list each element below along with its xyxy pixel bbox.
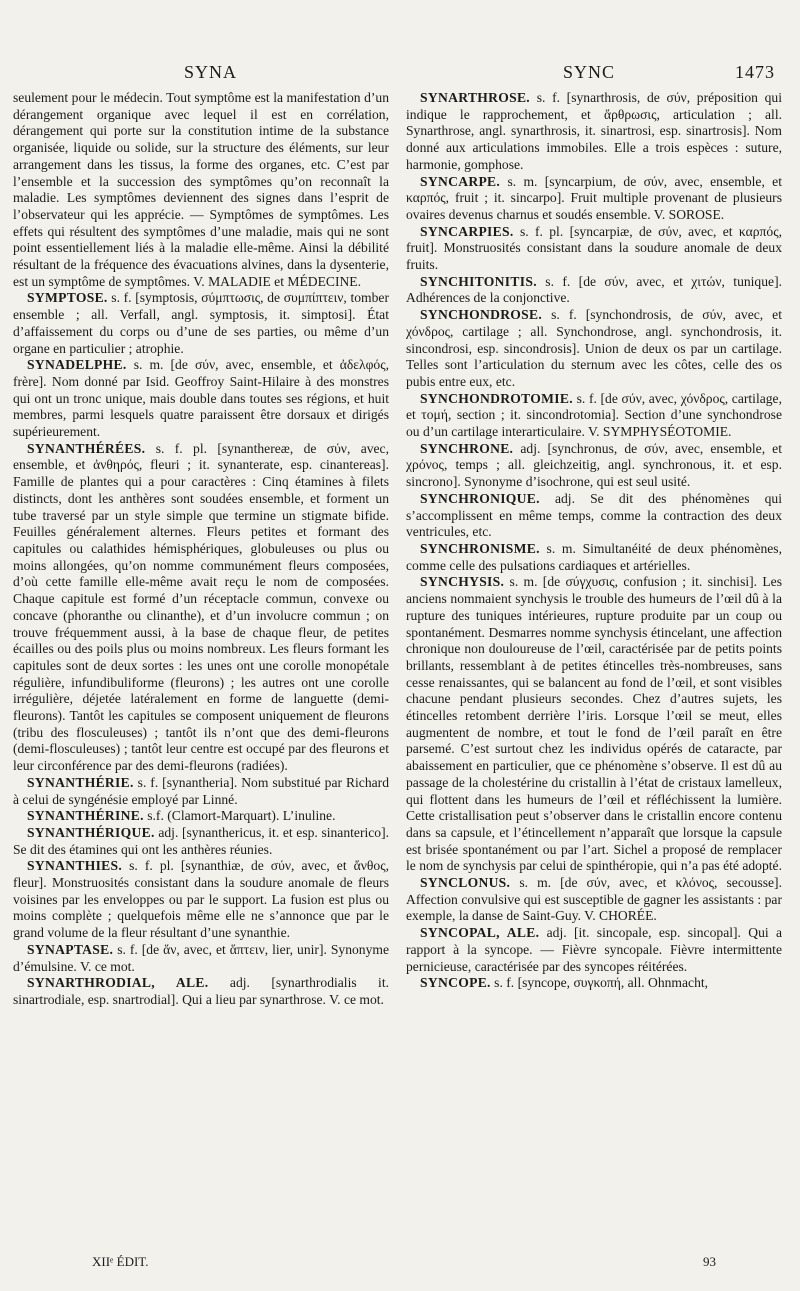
entry-headword: SYNCHONDROTOMIE. xyxy=(420,390,573,406)
dictionary-entry xyxy=(13,441,389,775)
entry-text: adj. Se dit des phénomènes qui s’accomplissent en même temps, comme la contraction des deux ventricules, etc. xyxy=(406,490,782,540)
entry-headword: SYNCHYSIS. xyxy=(420,574,505,590)
entry-headword: SYNCHRONIQUE. xyxy=(420,490,540,506)
entry-text: s. m. Simultanéité de deux phénomènes, comme celle des pulsations cardiaques et artérielles. xyxy=(406,540,782,573)
dictionary-entry xyxy=(13,808,389,825)
entry-headword: SYNCLONUS. xyxy=(420,875,511,891)
dictionary-entry xyxy=(406,574,782,875)
entry-text: s. f. [symptosis, σύμπτωσις, de συμπίπτειν, tomber ensemble ; all. Verfall, angl. symptosis, it. simptosi]. État d’affaissement du corps ou d’une de ses parties, ou même d’un organe en particulier ; atrophie. xyxy=(13,290,389,356)
left-column xyxy=(13,90,389,1250)
edition-note: XIIᵉ ÉDIT. xyxy=(92,1254,149,1269)
dictionary-entry xyxy=(406,274,782,307)
entry-headword: SYNADELPHE. xyxy=(27,357,127,373)
entry-headword: SYNANTHÉRIE. xyxy=(27,774,134,790)
entry-text: s. f. pl. [syncarpiæ, de σύν, avec, et καρπός, fruit]. Monstruosités consistant dans la soudure anomale de deux fruits. xyxy=(406,223,782,273)
entry-headword: SYNCHITONITIS. xyxy=(420,273,537,289)
running-head-right: SYNC xyxy=(563,62,616,82)
dictionary-entry xyxy=(406,491,782,541)
entry-text: seulement pour le médecin. Tout symptôme est la manifestation d’un dérangement organique avec lequel il est en corrélation, dérangement qui porte sur la constitution intime de la substance organisée, liquide ou solide, sur la structure des éléments, sur leur arrangement dans les tissus, la forme des organes, etc. C’est par l’ensemble et la succession des symptômes qu’on reconnaît la maladie. Les symptômes deviennent des signes dans l’esprit de l’observateur qui les apprécie. — Symptômes de symptômes. Les effets qui résultent des symptômes d’une maladie, mais qui ne sont point essentiellement liés à la maladie elle-même. Ainsi la débilité résultant de la fréquence des évacuations alvines, dans la dysenterie, est un symptôme de symptômes. V. MALADIE et MÉDECINE. xyxy=(13,90,389,289)
entry-headword: SYNANTHIES. xyxy=(27,858,123,874)
entry-headword: SYNARTHROSE. xyxy=(420,90,531,105)
entry-text: s. f. [de σύν, avec, et χιτών, tunique]. Adhérences de la conjonctive. xyxy=(406,273,782,306)
dictionary-entry xyxy=(406,541,782,574)
dictionary-entry xyxy=(406,307,782,391)
dictionary-entry xyxy=(406,391,782,441)
entry-text: s. f. [de ἅν, avec, et ἅπτειν, lier, unir]. Synonyme d’émulsine. V. ce mot. xyxy=(13,941,389,974)
dictionary-entry xyxy=(406,90,782,174)
entry-headword: SYNCOPAL, ALE. xyxy=(420,925,540,941)
entry-headword: SYNCARPIES. xyxy=(420,223,514,239)
entry-text: adj. [it. sincopale, esp. sincopal]. Qui a rapport à la syncope. — Fièvre syncopale. Fièvre intermittente pernicieuse, caractérisée par des syncopes réitérées. xyxy=(406,925,782,974)
entry-text: s. f. pl. [synantherеæ, de σύν, avec, ensemble, et ἀνθηρός, fleuri ; it. synanterate, esp. cinantereas]. Famille de plantes qui a pour caractères : Cinq étamines à filets distincts, dont les anthères sont soudées ensemble, et forment un tube traversé par un style simple que termine un stigmate bifide. Feuilles généralement alternes. Fleurs petites et formant des capitules ou calathides hémisphériques, globuleuses ou plus ou moins allongées, qu’on nomme communément fleurs composées, d’où cette famille elle-même avait reçu le nom de composées. Chaque capitule est formé d’un réceptacle commun, convexe ou concave (phoranthe ou clinanthe), et d’un involucre commun ; on trouve fréquemment aussi, à la base de chaque fleur, de petites écailles ou des poils plus ou moins nombreux. Les fleurs formant les capitules sont de deux sortes : les unes ont une corolle monopétale régulière, infundibuliforme (fleurons) ; les autres ont une corolle irrégulière, déjetée latéralement en forme de languette (demi-fleurons). Tantôt les capitules se composent uniquement de fleurons (tribu des flosculeuses) ; tantôt ils n’ont que des demi-fleurons (demi-flosculeuses) ; tantôt leur centre est occupé par des fleurons et leur circonférence par des demi-fleurons (radiées). xyxy=(13,440,389,774)
entry-text: s. m. [de σύν, avec, et κλόνος, secousse]. Affection convulsive qui est susceptible de gagner les assistants : par exemple, la danse de Saint-Guy. V. CHORÉE. xyxy=(406,875,782,924)
dictionary-entry xyxy=(406,925,782,975)
dictionary-entry xyxy=(406,875,782,925)
entry-text: adj. [synanthericus, it. et esp. sinanterico]. Se dit des étamines qui ont les anthères réunies. xyxy=(13,824,389,857)
entry-text: s. f. [synchondrosis, de σύν, avec, et χόνδρος, cartilage ; all. Synchondrose, angl. synchondrosis, it. sincondrosi, esp. sincondrosis]. Union de deux os par un cartilage. Telles sont l’articulation du sternum avec les côtes, celle des os pubis entre eux, etc. xyxy=(406,307,782,389)
dictionary-entry xyxy=(406,975,782,992)
dictionary-entry xyxy=(13,775,389,808)
entry-text: s. f. [de σύν, avec, χόνδρος, cartilage, et τομή, section ; it. sincondrotomia]. Section d’une synchondrose ou d’un cartilage interarticulaire. V. SYMPHYSÉOTOMIE. xyxy=(406,390,782,440)
dictionary-entry xyxy=(406,441,782,491)
dictionary-entry xyxy=(406,224,782,274)
dictionary-entry xyxy=(13,825,389,858)
entry-headword: SYNCHRONE. xyxy=(420,440,514,456)
dictionary-entry xyxy=(13,942,389,975)
dictionary-entry xyxy=(13,290,389,357)
page-number: 1473 xyxy=(735,62,775,82)
entry-text: s. f. pl. [synanthiæ, de σύν, avec, et ἄνθος, fleur]. Monstruosités consistant dans la soudure anomale de fleurs voisines par les enveloppes ou par le support. La fusion est plus ou moins complète ; quelquefois même elle ne s’annonce que par le grand volume de la fleur résultant d’une synanthie. xyxy=(13,858,389,941)
dictionary-entry xyxy=(13,858,389,942)
entry-text: s. m. [de σύγχυσις, confusion ; it. sinchisi]. Les anciens nommaient synchysis le trouble des humeurs de l’œil dû à la rupture des tuniques intérieures, rupture produite par un coup ou spontanément. Desmarres nomme synchysis étincelant, une affection chronique non douloureuse de l’œil, caractérisée par de petits points brillants, ressemblant à de petites étincelles très-nombreuses, sans cesse renaissantes, qui se balancent au fond de l’œil, et sont visibles chacune pendant plusieurs secondes. Chez d’autres sujets, les étincelles retombent derrière l’iris. Lorsque l’œil se meut, elles augmentent de nombre, et tout le fond de l’œil paraît en être parsemé. C’est surtout chez les individus opérés de cataracte, par abaissement en particulier, que ce phénomène s’observe. Il est dû au passage de la cholestérine du cristallin à l’état de cristaux lamelleux, qui flottent dans les humeurs de l’œil et réfléchissent la lumière. Cette cristallisation peut s’observer dans le cristallin encore contenu dans sa capsule, et l’étincellement n’apparaît que lorsque la capsule est brisée spontanément ou par l’art. Sichel a proposé de remplacer le nom de synchysis par celui de spinthéropie, qui n’a pas été adopté. xyxy=(406,574,782,874)
running-head-left: SYNA xyxy=(184,62,238,82)
entry-text: adj. [synchronus, de σύν, avec, ensemble, et χρόνος, temps ; all. gleichzeitig, angl. synchronous, it. et esp. sincrono]. Synonyme d’isochrone, qui est seul usité. xyxy=(406,440,782,490)
entry-headword: SYNCHONDROSE. xyxy=(420,307,543,323)
entry-text: s.f. (Clamort-Marquart). L’inuline. xyxy=(147,808,336,824)
entry-text: s. f. [synantheria]. Nom substitué par Richard à celui de syngénésie employé par Linné. xyxy=(13,774,389,807)
entry-headword: SYMPTOSE. xyxy=(27,290,108,306)
dictionary-entry xyxy=(13,975,389,1008)
dictionary-entry xyxy=(406,174,782,224)
dictionary-entry xyxy=(13,357,389,441)
entry-text: s. m. [de σύν, avec, ensemble, et ἀδελφός, frère]. Nom donné par Isid. Geoffroy Saint-Hilaire à des monstres qui ont un tronc unique, mais double dans toutes ses régions, et huit membres, parmi lesquels quatre paraissent être dorsaux et dirigés supérieurement. xyxy=(13,357,389,440)
entry-text: adj. [synarthrodialis it. sinartrodiale, esp. snartrodial]. Qui a lieu par synarthrose. V. ce mot. xyxy=(13,975,389,1007)
entry-headword: SYNANTHÉRINE. xyxy=(27,808,144,824)
entry-text: s. m. [syncarpium, de σύν, avec, ensemble, et καρπός, fruit ; it. sincarpo]. Fruit multiple provenant de plusieurs ovaires devenus charnus et soudés ensemble. V. SOROSE. xyxy=(406,173,782,222)
right-column xyxy=(406,90,782,1250)
entry-headword: SYNANTHÉRÉES. xyxy=(27,440,146,456)
entry-headword: SYNCARPE. xyxy=(420,173,501,189)
entry-headword: SYNANTHÉRIQUE. xyxy=(27,824,155,840)
entry-headword: SYNARTHRODIAL, ALE. xyxy=(27,975,209,991)
entry-headword: SYNCOPE. xyxy=(420,975,491,991)
entry-text: s. f. [syncope, συγκοπή, all. Ohnmacht, xyxy=(494,975,709,991)
entry-headword: SYNAPTASE. xyxy=(27,941,114,957)
entry-headword: SYNCHRONISME. xyxy=(420,540,540,556)
dictionary-entry xyxy=(13,90,389,290)
signature-number: 93 xyxy=(703,1254,716,1269)
entry-text: s. f. [synarthrosis, de σύν, préposition qui indique le rapprochement, et ἄρθρωσις, articulation ; all. Synarthrose, angl. synarthrosis, it. sinartrosi, esp. sinartrosis]. Nom donné aux articulations immobiles. Elle a trois espèces : suture, harmonie, gomphose. xyxy=(406,90,782,172)
